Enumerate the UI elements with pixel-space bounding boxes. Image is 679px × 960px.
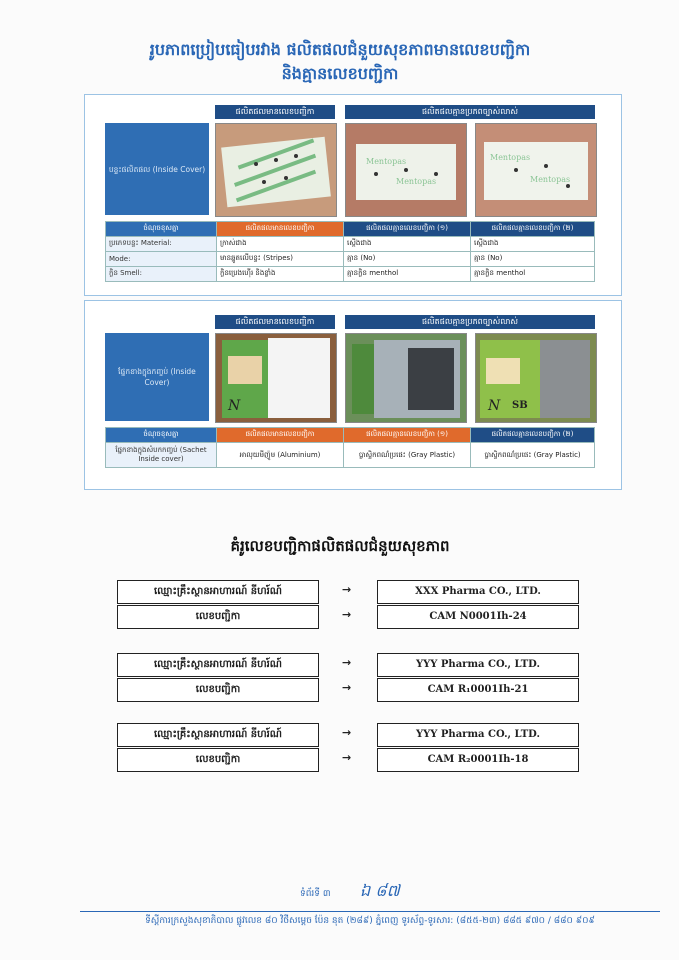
arrow-icon: →: [342, 608, 352, 621]
photo-registered-patch: [215, 123, 337, 217]
photo-unregistered-sachet-1: [345, 333, 467, 423]
col-registered: ផលិតផលមានលេខបញ្ជិកា: [217, 428, 344, 443]
table-row: [106, 237, 595, 252]
reg-number-box: CAM R₁0001Ih-21: [377, 678, 579, 702]
arrow-icon: →: [342, 656, 352, 669]
company-box: XXX Pharma CO., LTD.: [377, 580, 579, 604]
cell-unreg1: ស្តើងជាង: [344, 237, 471, 252]
comparison-panel-2: [84, 300, 622, 490]
col-unreg1: ផលិតផលគ្មានលេខបញ្ជិកា (១): [344, 222, 471, 237]
svg-text:N: N: [228, 398, 241, 414]
company-box: YYY Pharma CO., LTD.: [377, 653, 579, 677]
svg-text:Mentopas: Mentopas: [396, 177, 437, 186]
photo-unregistered-1: [345, 123, 467, 217]
table-row: [106, 267, 595, 282]
cell-unreg2: គ្មាន (No): [471, 252, 595, 267]
cell-unreg2: ប្លាស្ទិកពណ៌ប្រផេះ (Gray Plastic): [471, 443, 595, 468]
reg-number-box: CAM R₂0001Ih-18: [377, 748, 579, 772]
arrow-icon: →: [342, 583, 352, 596]
arrow-icon: →: [342, 726, 352, 739]
svg-text:Mentopas: Mentopas: [530, 175, 571, 184]
name-label-box: ឈ្មោះគ្រឹះស្ថានអាហារណ៍ នីហរ៍ណ៍: [117, 580, 319, 604]
svg-text:SB: SB: [512, 400, 528, 411]
page-number: ទំព័រទី ៣: [300, 889, 331, 899]
sachet-image: [216, 334, 336, 422]
photo-unregistered-sachet-2: [475, 333, 597, 423]
col-registered: ផលិតផលមានលេខបញ្ជិកា: [217, 222, 344, 237]
cell-unreg1: ប្លាស្ទិកពណ៌ប្រផេះ (Gray Plastic): [344, 443, 471, 468]
cell-unreg2: ស្តើងជាង: [471, 237, 595, 252]
number-label-box: លេខបញ្ជិកា: [117, 678, 319, 702]
patch-image: [346, 124, 466, 216]
header-registered: ផលិតផលមានលេខបញ្ជិកា: [215, 105, 335, 119]
sachet-image: [476, 334, 596, 422]
arrow-icon: →: [342, 751, 352, 764]
row-label: ផ្នែកខាងក្នុងកញ្ចប់ (Inside Cover): [105, 333, 209, 421]
patch-image: [216, 124, 336, 216]
svg-text:Mentopas: Mentopas: [366, 157, 407, 166]
col-feature: ចំណុចខុសគ្នា: [106, 428, 217, 443]
col-unreg1: ផលិតផលគ្មានលេខបញ្ជិកា (១): [344, 428, 471, 443]
comparison-table-2: [105, 427, 595, 468]
footer-address: ទីស្តីការក្រសួងសុខាភិបាល ផ្លូវលេខ ៨០ វិថីសម្ដេច ប៉ែន នុត (២៨៩) ភ្នំពេញ ទូរស័ព្ទ-ទូរសារ: (៨៥៥-២៣) ៨៨៥ ៩៧០ / ៨៨០ ៩០៩: [145, 916, 595, 926]
footer-divider: [80, 911, 660, 912]
cell-unreg1: គ្មាន (No): [344, 252, 471, 267]
name-label-box: ឈ្មោះគ្រឹះស្ថានអាហារណ៍ នីហរ៍ណ៍: [117, 723, 319, 747]
number-label-box: លេខបញ្ជិកា: [117, 605, 319, 629]
cell-registered: អាលុយមីញ៉ូម (Aluminium): [217, 443, 344, 468]
number-label-box: លេខបញ្ជិកា: [117, 748, 319, 772]
col-unreg2: ផលិតផលគ្មានលេខបញ្ជិកា (២): [471, 428, 595, 443]
company-box: YYY Pharma CO., LTD.: [377, 723, 579, 747]
cell-feature: ផ្នែកខាងក្នុងសំបកកញ្ចប់ (Sachet Inside cover): [106, 443, 217, 468]
comparison-table-1: [105, 221, 595, 282]
registration-heading: គំរូលេខបញ្ជិកាផលិតផលជំនួយសុខភាព: [230, 537, 450, 555]
cell-registered: ក្រាស់ជាង: [217, 237, 344, 252]
cell-unreg2: គ្មានក្លិន menthol: [471, 267, 595, 282]
header-registered: ផលិតផលមានលេខបញ្ជិកា: [215, 315, 335, 329]
header-unregistered: ផលិតផលគ្មានប្រភពច្បាស់លាស់: [345, 105, 595, 119]
svg-text:N: N: [488, 398, 501, 414]
svg-text:Mentopas: Mentopas: [490, 153, 531, 162]
photo-unregistered-2: [475, 123, 597, 217]
table-row: [106, 252, 595, 267]
signature: ឯ ៨៧: [360, 881, 400, 900]
col-unreg2: ផលិតផលគ្មានលេខបញ្ជិកា (២): [471, 222, 595, 237]
cell-feature: ប្រភេទបន្ទះ Material:: [106, 237, 217, 252]
cell-registered: ក្លិនប្រេងហ៊ើរ និងខ្លាំង: [217, 267, 344, 282]
comparison-panel-1: [84, 94, 622, 296]
reg-number-box: CAM N0001Ih-24: [377, 605, 579, 629]
cell-feature: Mode:: [106, 252, 217, 267]
cell-registered: មានឆ្នូតលើបន្ទះ (Stripes): [217, 252, 344, 267]
sachet-image: [346, 334, 466, 422]
photo-registered-sachet: [215, 333, 337, 423]
table-row: [106, 443, 595, 468]
page-title-line2: និងគ្មានលេខបញ្ជិកា: [281, 64, 399, 83]
page-title: រូបភាពប្រៀបធៀបរវាង ផលិតផលជំនួយសុខភាពមានលេខបញ្ជិកា: [149, 40, 531, 59]
cell-feature: ក្លិន Smell:: [106, 267, 217, 282]
header-unregistered: ផលិតផលគ្មានប្រភពច្បាស់លាស់: [345, 315, 595, 329]
row-label: បន្ទះផលិតផល (Inside Cover): [105, 123, 209, 215]
patch-image: [476, 124, 596, 216]
cell-unreg1: គ្មានក្លិន menthol: [344, 267, 471, 282]
arrow-icon: →: [342, 681, 352, 694]
col-feature: ចំណុចខុសគ្នា: [106, 222, 217, 237]
name-label-box: ឈ្មោះគ្រឹះស្ថានអាហារណ៍ នីហរ៍ណ៍: [117, 653, 319, 677]
